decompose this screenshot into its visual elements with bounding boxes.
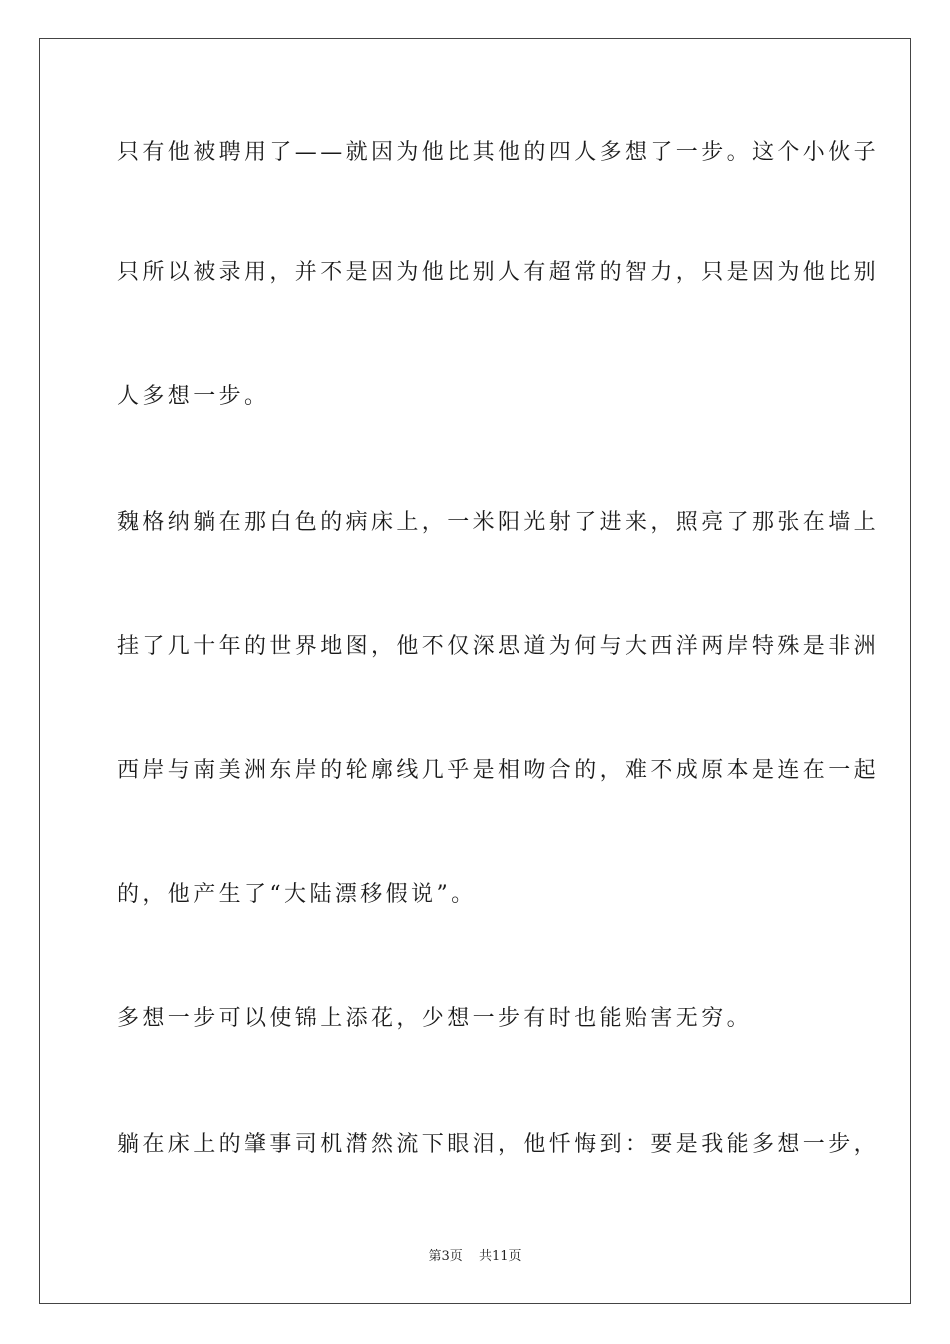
page-total: 共11页 (478, 1249, 522, 1264)
body-line-8: 多想一步可以使锦上添花，少想一步有时也能贻害无穷。 (117, 1006, 753, 1031)
body-line-2: 只所以被录用，并不是因为他比别人有超常的智力，只是因为他比别 (117, 260, 880, 285)
body-line-9: 躺在床上的肇事司机潸然流下眼泪，他忏悔到：要是我能多想一步， (117, 1132, 880, 1157)
body-line-1: 只有他被聘用了——就因为他比其他的四人多想了一步。这个小伙子 (117, 140, 880, 165)
page-frame (39, 38, 911, 1304)
body-line-6: 西岸与南美洲东岸的轮廓线几乎是相吻合的，难不成原本是连在一起 (117, 758, 880, 783)
page-footer (0, 1248, 950, 1266)
page-number: 第3页 (428, 1249, 463, 1264)
body-line-4: 魏格纳躺在那白色的病床上，一米阳光射了进来，照亮了那张在墙上 (117, 510, 880, 535)
body-line-5: 挂了几十年的世界地图，他不仅深思道为何与大西洋两岸特殊是非洲 (117, 634, 880, 659)
body-line-7: 的，他产生了“大陆漂移假说”。 (117, 882, 477, 907)
body-line-3: 人多想一步。 (117, 384, 270, 409)
